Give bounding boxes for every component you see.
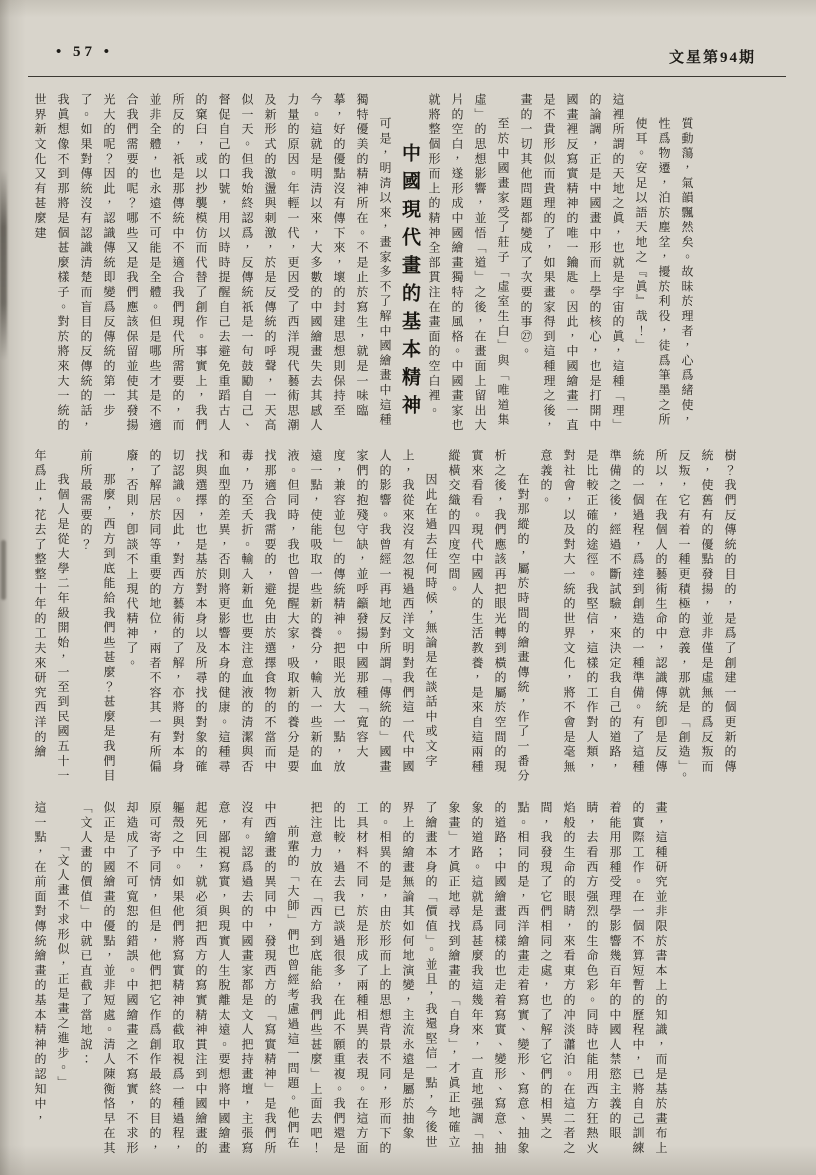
article-paragraph: 至於中國畫家受了莊子「虛室生白」與「唯道集虛」的思想影響，並悟「道」之後，在畫面上留出大片的空白，遂形成中國繪畫獨特的風格。中國畫家也就將整個形而上的精神全部貫注在畫面的空白裡。 — [427, 93, 510, 434]
article-paragraph: 這一點，在前面對傳統繪畫的基本精神的認知中， — [33, 801, 47, 1127]
article-paragraph: 因此在過去任何時候，無論是在談話中或文字上，我從來沒有忽視過西洋文明對我們這一代中國人的影響。我曾經一再地反對所謂「傳統的」國畫家們的抱殘守缺，並呼籲發揚中國那種「寬容大度，兼容並包」的傳統精神。把眼光放大一點，放遠一點，使能吸取一些新的養分，輸入一些新的血液。但同時，我也曾提醒大家，吸取新的養分是要找那適合我需要的，避免由於選擇食物的不當而中毒，乃至夭折。輸入新血也要注意血液的清潔與否和血型的差異，否則將更影響本身的健康。這種尋找與選擇，也是基於對本身以及所尋找的對象的確切認識。因此，對西方藝術的了解，亦將與對本身的了解居於同等重要的地位，兩者不容其一有所偏廢，否則，卽談不上現代精神了。 — [125, 449, 438, 775]
text-band-top — [28, 93, 698, 437]
article-paragraph: 可是，明清以來，畫家多不了解中國繪畫中這種獨特優美的精神所在。不是止於寫生，就是一味臨摹，好的優點沒有傳下來，壞的封建思想則保持至今。這就是明清以來，大多數的中國繪畫失去其感人力量的原因。年輕一代，更因受了西洋現代藝術思潮及新形式的激盪與刺激，於是反傳統的呼聲，一天高似一天。但我始終認爲，反傳統祇是一句鼓勵自己、督促自己的口號，用以時時提醒自己去避免重蹈古人的窠臼，或以抄襲模仿而代替了創作。事實上，我們所反的，祇是那傳統中不適合我們現代所需要的，而並非全體，也永遠不可能是全體。但是哪些才是不適合我們需要的呢？哪些又是我們應該保留並使其發揚光大的呢？因此，認識傳統即變爲反傳統的第一步了。如果對傳統沒有認識清楚而盲目的反傳統的話，我眞想像不到那將是個甚麼樣子。對於將來大一統的世界新文化又有甚麼建 — [33, 93, 392, 434]
scan-smudge — [0, 170, 7, 360]
scan-smudge — [1, 540, 6, 600]
article-paragraph: 我個人是從大學二年級開始，一至到民國五十一年爲止，花去了整整十年的工夫來研究西洋的繪 — [33, 449, 70, 784]
magazine-title: 文星第94期 — [668, 50, 756, 66]
article-paragraph: 這裡所謂的天地之眞，也就是宇宙的眞，這種「理」的論調，正是中國畫中形而上學的核心，也是打開中國畫裡反寫實精神的唯一鑰匙。因此，中國繪畫一直是不貴形似而貴理的了，如果畫家得到這種理之後，畫的一切其他問題都變成了次要的事㉗。 — [519, 93, 625, 434]
text-band-bottom — [28, 801, 672, 1163]
article-paragraph: 「文人畫不求形似，正是畫之進步。」 — [56, 839, 70, 1091]
article-paragraph: 前輩的「大師」們也曾經考慮過這一問題。他們在中西繪畫的異同中，發現西方的「寫實精神」是我們所沒有。認爲過去的中國畫家都是文人把持畫壇，主張寫意，鄙視寫實，與現實人生脫離太遠。要想將中國繪畫起死回生，就必須把西方的寫實精神貫注到中國繪畫的軀殼之中。如果他們將寫實精神的截取視爲一種過程，原可寄予同情，但是，他們把它作爲創作最終的目的，却造成了不可寬恕的錯誤。中國繪畫之不寫實，不求形似正是中國繪畫的優點，並非短處。清人陳衡恪早在其「文人畫的價值」中就已直截了當地說： — [79, 801, 300, 1157]
running-head — [28, 0, 788, 76]
text-band-middle — [28, 449, 741, 789]
page-number: • 57 • — [56, 44, 114, 60]
article-title: 中國現代畫的基本精神 — [399, 143, 420, 423]
article-paragraph: 畫，這種研究並非限於書本上的知識，而是基於畫布上的實際工作。在一個不算短暫的歷程中，已將自己訓練着能用那種受理學影響幾百年的中國人禁慾主義的眼睛，去看西方强烈的生命色彩。同時也能用西方狂熱火焰般的生命的眼睛，來看東方的冲淡瀟泊。在這二者之間，我發現了它們相同之處，也了解了它們的相異之點。相同的是，西洋繪畫走着寫實、變形、寫意、抽象的道路；中國繪畫同樣的也走着寫實、變形、寫意、抽象的道路。這就是爲甚麼我這幾年來，一直地强調「抽象畫」才眞正地尋找到繪畫的「自身」，才眞正地確立了繪畫本身的「價值」。並且，我還堅信一點，今後世界上的繪畫無論其如何地演變，主流永遠是屬於抽象的。相異的是，由於形而上的思想背景不同，形而下的工具材料不同，於是形成了兩種相異的表現。在這方面的比較，過去我已談過很多，在此不願重複。我們還是把注意力放在「西方到底能給我們些甚麼」上面去吧！ — [309, 801, 668, 1157]
article-paragraph: 那麼，西方到底能給我們些甚麼？甚麼是我們目前所最需要的？ — [79, 449, 116, 784]
header-rule — [28, 76, 786, 77]
article-paragraph: 質動蕩，氣韻飄然矣。故昧於理者，心爲緒使，性爲物遷，泊於塵坌，擾於利役，徒爲筆墨之所使耳。安足以語天地之『眞』哉！」 — [634, 117, 694, 428]
article-paragraph: 樹？我們反傳統的目的，是爲了創建一個更新的傳統，使舊有的優點發揚，並非僅是虛無的爲反叛而反叛，它有着一種更積極的意義，那就是「創造」。所以，在我個人的藝術生命中，認識傳統卽是反傳統的一個過程，爲達到創造的一種準備。有了這種準備之後，經過不斷試驗，來決定我自己的道路，是比較正確的途徑。我堅信，這樣的工作對人類，對社會，以及對大一統的世界文化，將不會是毫無意義的。 — [539, 449, 737, 784]
article-paragraph: 在對那縱的，屬於時間的繪畫傳統，作了一番分析之後，我們應該再把眼光轉到橫的屬於空間的現實來看看。現代中國人的生活教養，是來自這兩種縱橫交織的四度空間。 — [447, 449, 530, 784]
